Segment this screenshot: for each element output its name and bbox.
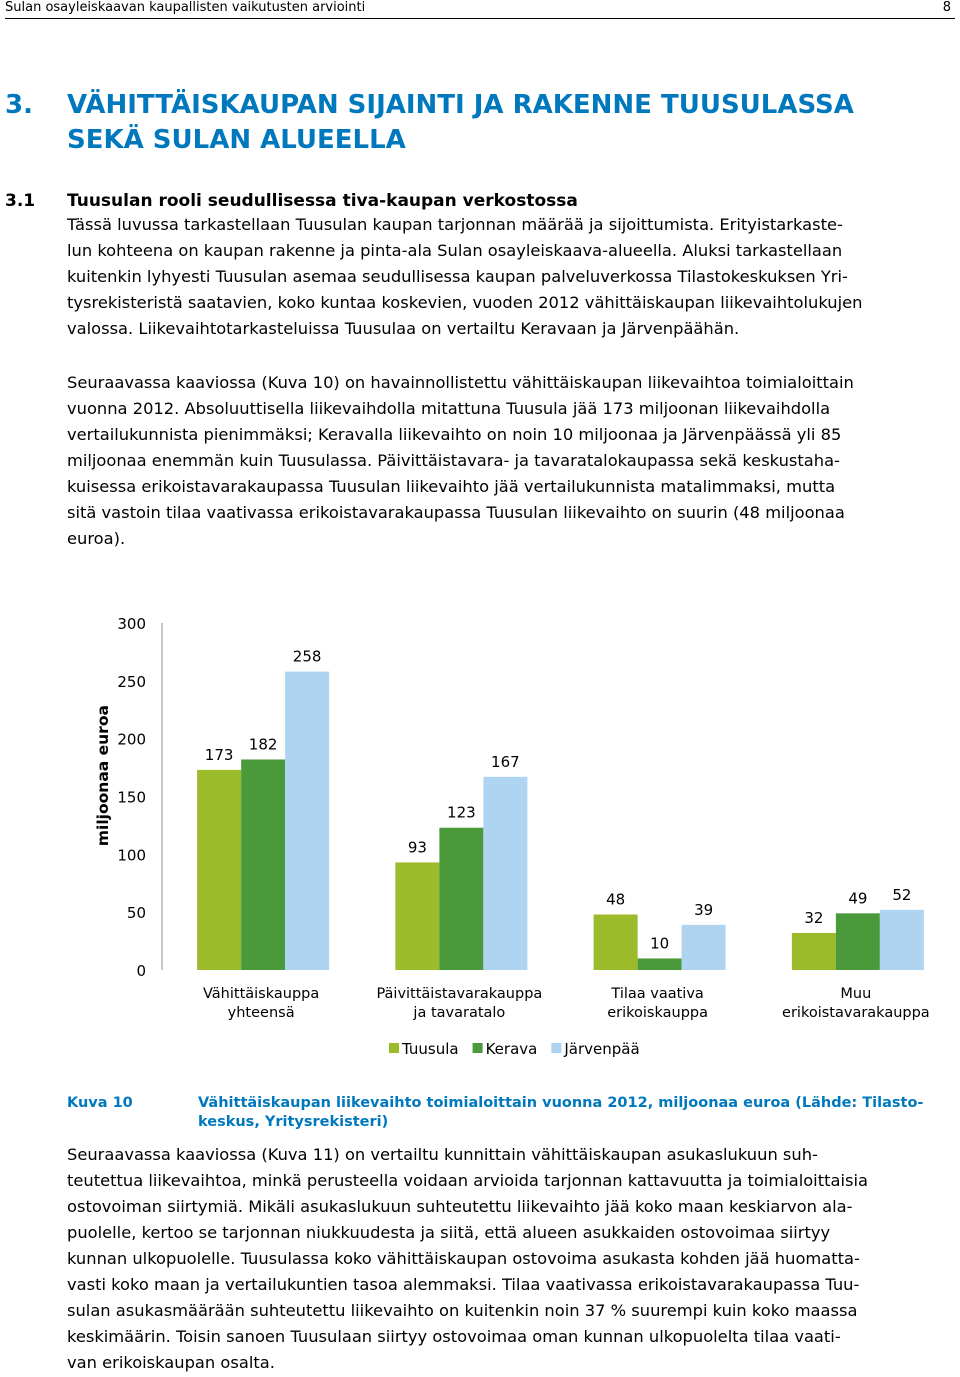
section-title — [67, 88, 947, 158]
bar-kerava — [241, 759, 285, 970]
category-label: Muu — [840, 986, 872, 1002]
section-title-line: SEKÄ SULAN ALUEELLA — [67, 125, 406, 155]
text-line: valossa. Liikevaihtotarkasteluissa Tuusulaa on vertailtu Keravaan ja Järvenpäähän. — [67, 319, 740, 338]
paragraph-chart-description — [67, 370, 957, 552]
text-line: Seuraavassa kaaviossa (Kuva 11) on vertailtu kunnittain vähittäiskaupan asukaslukuun suh- — [67, 1145, 818, 1164]
y-tick-label: 300 — [117, 615, 146, 633]
text-line: puolelle, kertoo se tarjonnan niukkuudesta ja siitä, että alueen asukkaiden ostovoimaa siirtyy — [67, 1223, 831, 1242]
subsection-title: Tuusulan rooli seudullisessa tiva-kaupan verkostossa — [67, 191, 578, 211]
bar-järvenpää — [483, 777, 527, 970]
text-line: kunnan ulkopuolelle. Tuusulassa koko vähittäiskaupan ostovoima asukasta kohden jää huomatta- — [67, 1249, 860, 1268]
data-label: 123 — [447, 803, 476, 822]
text-line: kuisessa erikoistavarakaupassa Tuusulan liikevaihto jää vertailukunnista matalimmaksi, mutta — [67, 477, 836, 496]
data-label: 182 — [248, 735, 278, 754]
category-label: ja tavaratalo — [413, 1005, 506, 1021]
data-label: 48 — [606, 890, 626, 909]
figure-label: Kuva 10 — [67, 1095, 133, 1111]
text-line: vertailukunnista pienimmäksi; Keravalla liikevaihto on noin 10 miljoonaa ja Järvenpäässä yli 85 — [67, 425, 842, 444]
y-tick-label: 200 — [117, 730, 146, 749]
data-label: 32 — [804, 908, 824, 927]
text-line: miljoonaa enemmän kuin Tuusulassa. Päivittäistavara- ja tavaratalokaupassa sekä keskustaha- — [67, 451, 840, 470]
page-header — [5, 0, 955, 20]
header-divider — [5, 18, 955, 19]
bar-järvenpää — [285, 672, 329, 970]
text-line: vasti koko maan ja vertailukuntien tasoa alemmaksi. Tilaa vaativassa erikoistavarakaupassa Tuu- — [67, 1275, 860, 1294]
category-label: Vähittäiskauppa — [203, 986, 320, 1002]
legend-swatch — [551, 1043, 561, 1053]
legend-label: Järvenpää — [564, 1040, 640, 1058]
y-tick-label: 100 — [117, 846, 146, 865]
bar-tuusula — [197, 770, 241, 970]
revenue-bar-chart — [0, 590, 960, 1070]
section-title-line: VÄHITTÄISKAUPAN SIJAINTI JA RAKENNE TUUSULASSA — [67, 90, 854, 120]
y-axis-title: miljoonaa euroa — [94, 705, 112, 847]
paragraph-per-capita — [67, 1142, 957, 1376]
category-label: erikoiskauppa — [607, 1005, 709, 1021]
data-label: 167 — [491, 752, 520, 771]
y-tick-label: 250 — [117, 672, 146, 691]
legend-swatch — [473, 1043, 483, 1053]
figure-caption — [198, 1094, 958, 1132]
bar-kerava — [439, 828, 483, 970]
text-line: vuonna 2012. Absoluuttisella liikevaihdolla mitattuna Tuusula jää 173 miljoonan liikevaihdolla — [67, 399, 831, 418]
legend-label: Tuusula — [402, 1040, 459, 1058]
bar-kerava — [836, 913, 880, 970]
text-line: Seuraavassa kaaviossa (Kuva 10) on havainnollistettu vähittäiskaupan liikevaihtoa toimialoittain — [67, 373, 854, 392]
y-tick-label: 50 — [126, 904, 146, 923]
legend-swatch — [389, 1043, 399, 1053]
page-number: 8 — [942, 0, 951, 15]
section-number: 3. — [5, 90, 33, 120]
text-line: van erikoiskaupan osalta. — [67, 1353, 275, 1372]
text-line: tysrekisteristä saatavien, koko kuntaa koskevien, vuoden 2012 vähittäiskaupan liikevaihtolukujen — [67, 293, 863, 312]
bar-tuusula — [792, 933, 836, 970]
caption-line: keskus, Yritysrekisteri) — [198, 1114, 389, 1130]
category-label: Tilaa vaativa — [611, 986, 704, 1002]
text-line: euroa). — [67, 529, 126, 548]
bar-järvenpää — [682, 925, 726, 970]
y-tick-label: 150 — [117, 788, 146, 807]
text-line: Tässä luvussa tarkastellaan Tuusulan kaupan tarjonnan määrää ja sijoittumista. Erityistarkaste- — [67, 215, 843, 234]
category-label: erikoistavarakauppa — [782, 1005, 930, 1021]
bar-kerava — [638, 958, 682, 970]
bar-tuusula — [594, 914, 638, 970]
text-line: kuitenkin lyhyesti Tuusulan asemaa seudullisessa kaupan palveluverkossa Tilastokeskuksen Yri- — [67, 267, 848, 286]
data-label: 258 — [292, 647, 322, 666]
text-line: sitä vastoin tilaa vaativassa erikoistavarakaupassa Tuusulan liikevaihto on suurin (48 miljoonaa — [67, 503, 845, 522]
data-label: 52 — [892, 885, 912, 904]
bar-järvenpää — [880, 910, 924, 970]
bar-tuusula — [395, 862, 439, 970]
category-label: yhteensä — [227, 1005, 295, 1021]
paragraph-intro — [67, 212, 957, 342]
data-label: 49 — [848, 889, 868, 908]
caption-line: Vähittäiskaupan liikevaihto toimialoittain vuonna 2012, miljoonaa euroa (Lähde: Tilasto- — [198, 1095, 924, 1111]
data-label: 93 — [407, 838, 427, 857]
text-line: sulan asukasmäärään suhteutettu liikevaihto on kuitenkin noin 37 % suurempi kuin koko maassa — [67, 1301, 858, 1320]
data-label: 173 — [204, 745, 234, 764]
legend-label: Kerava — [485, 1040, 538, 1058]
text-line: ostovoiman siirtymiä. Mikäli asukaslukuun suhteutettu liikevaihto jää koko maan keskiarvon ala- — [67, 1197, 853, 1216]
category-label: Päivittäistavarakauppa — [376, 986, 543, 1002]
text-line: lun kohteena on kaupan rakenne ja pinta-ala Sulan osayleiskaava-alueella. Aluksi tarkastellaan — [67, 241, 843, 260]
y-tick-label: 0 — [136, 962, 146, 980]
data-label: 10 — [650, 934, 670, 953]
document-title: Sulan osayleiskaavan kaupallisten vaikutusten arviointi — [5, 0, 366, 15]
data-label: 39 — [694, 900, 714, 919]
text-line: keskimäärin. Toisin sanoen Tuusulaan siirtyy ostovoimaa oman kunnan ulkopuolelta tilaa vaati- — [67, 1327, 841, 1346]
subsection-number: 3.1 — [5, 191, 36, 211]
text-line: teutettua liikevaihtoa, minkä perusteella voidaan arvioida tarjonnan kattavuutta ja toimialoittaisia — [67, 1171, 868, 1190]
